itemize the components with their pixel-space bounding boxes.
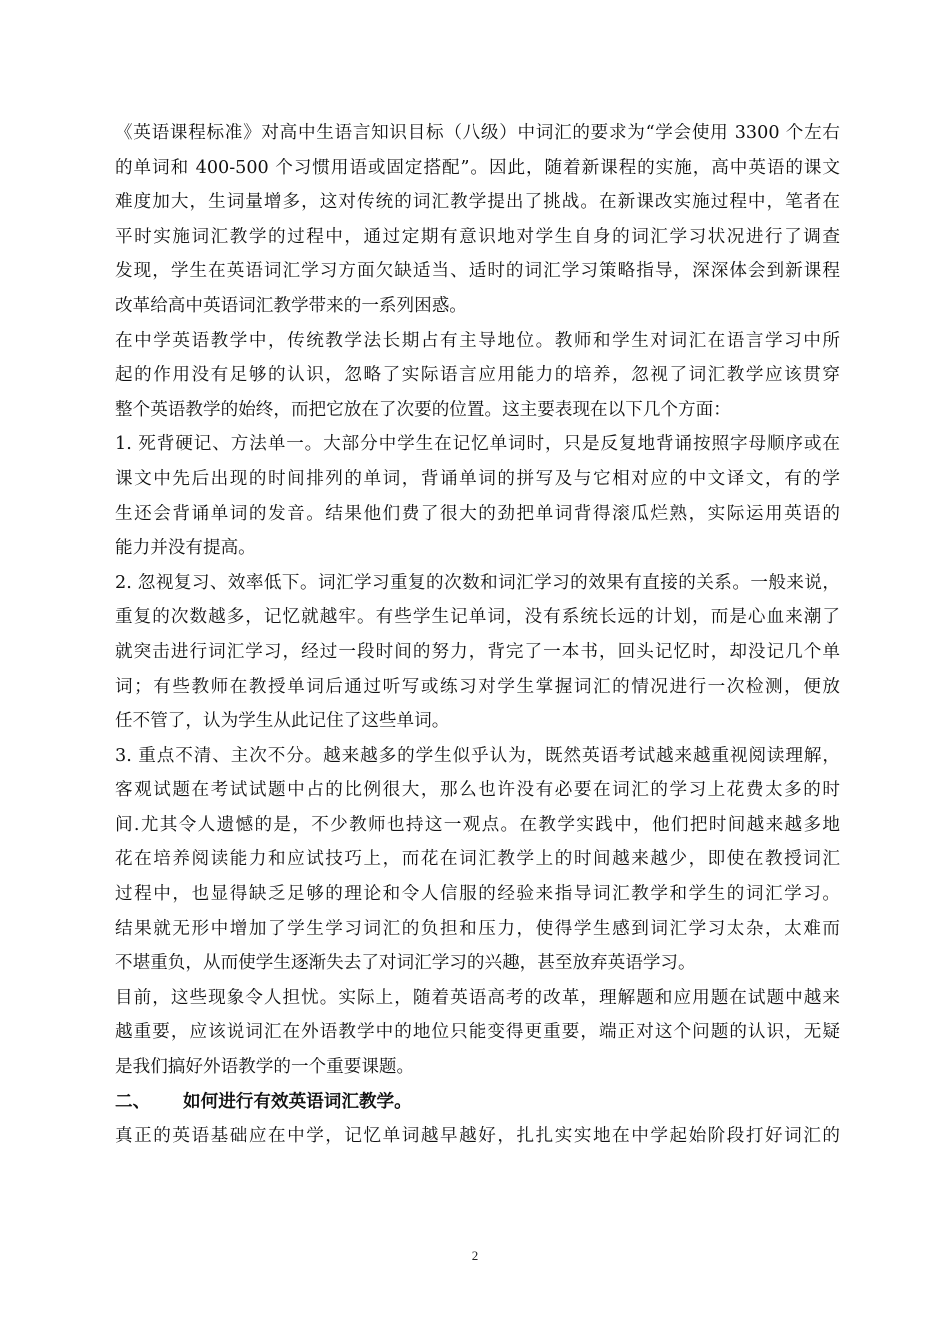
section-heading-title: 如何进行有效英语词汇教学。 (183, 1090, 412, 1112)
document-body (115, 116, 840, 1154)
text-line: 难度加大，生词量增多，这对传统的词汇教学提出了挑战。在新课改实施过程中，笔者在 (115, 192, 840, 213)
text-line: 发现，学生在英语词汇学习方面欠缺适当、适时的词汇学习策略指导，深深体会到新课程 (115, 261, 840, 282)
text-line: 不堪重负，从而使学生逐渐失去了对词汇学习的兴趣，甚至放弃英语学习。 (115, 953, 696, 974)
text-line: 2. 忽视复习、效率低下。词汇学习重复的次数和词汇学习的效果有直接的关系。一般来说， (115, 572, 840, 593)
text-line: 平时实施词汇教学的过程中，通过定期有意识地对学生自身的词汇学习状况进行了调查 (115, 226, 840, 247)
text-line: 目前，这些现象令人担忧。实际上，随着英语高考的改革，理解题和应用题在试题中越来 (115, 987, 840, 1008)
text-line: 3. 重点不清、主次不分。越来越多的学生似乎认为，既然英语考试越来越重视阅读理解， (115, 745, 840, 766)
text-line: 就突击进行词汇学习，经过一段时间的努力，背完了一本书，回头记忆时，却没记几个单 (115, 641, 840, 662)
text-line: 是我们搞好外语教学的一个重要课题。 (115, 1057, 415, 1078)
text-line: 1. 死背硬记、方法单一。大部分中学生在记忆单词时，只是反复地背诵按照字母顺序或在 (115, 434, 840, 455)
text-line: 花在培养阅读能力和应试技巧上，而花在词汇教学上的时间越来越少，即使在教授词汇 (115, 849, 840, 870)
text-line: 改革给高中英语词汇教学带来的一系列困惑。 (115, 295, 467, 316)
text-line: 能力并没有提高。 (115, 538, 256, 559)
text-line: 结果就无形中增加了学生学习词汇的负担和压力，使得学生感到词汇学习太杂，太难而 (115, 918, 840, 939)
text-line: 客观试题在考试试题中占的比例很大，那么也许没有必要在词汇的学习上花费太多的时 (115, 780, 840, 801)
text-line: 生还会背诵单词的发音。结果他们费了很大的劲把单词背得滚瓜烂熟，实际运用英语的 (115, 503, 840, 524)
text-line: 越重要，应该说词汇在外语教学中的地位只能变得更重要，端正对这个问题的认识，无疑 (115, 1022, 840, 1043)
section-heading (115, 1085, 840, 1120)
text-line: 在中学英语教学中，传统教学法长期占有主导地位。教师和学生对词汇在语言学习中所 (115, 330, 840, 351)
text-line: 《英语课程标准》对高中生语言知识目标（八级）中词汇的要求为“学会使用 3300 个左右 (115, 123, 840, 143)
page-number: 2 (471, 1248, 479, 1263)
text-line: 任不管了，认为学生从此记住了这些单词。 (115, 711, 450, 732)
text-line: 重复的次数越多，记忆就越牢。有些学生记单词，没有系统长远的计划，而是心血来潮了 (115, 607, 840, 628)
text-line: 间.尤其令人遗憾的是，不少教师也持这一观点。在教学实践中，他们把时间越来越多地 (115, 814, 840, 835)
text-line: 过程中，也显得缺乏足够的理论和令人信服的经验来指导词汇教学和学生的词汇学习。 (115, 884, 840, 905)
text-line: 真正的英语基础应在中学，记忆单词越早越好，扎扎实实地在中学起始阶段打好词汇的 (115, 1126, 840, 1147)
text-line: 起的作用没有足够的认识，忽略了实际语言应用能力的培养，忽视了词汇教学应该贯穿 (115, 365, 840, 386)
section-heading-number: 二、 (115, 1090, 151, 1112)
text-line: 课文中先后出现的时间排列的单词，背诵单词的拼写及与它相对应的中文译文，有的学 (115, 468, 840, 489)
text-line: 的单词和 400-500 个习惯用语或固定搭配”。因此，随着新课程的实施，高中英语的课文 (115, 157, 840, 178)
text-line: 词；有些教师在教授单词后通过听写或练习对学生掌握词汇的情况进行一次检测，便放 (115, 676, 840, 697)
text-line: 整个英语教学的始终，而把它放在了次要的位置。这主要表现在以下几个方面： (115, 399, 731, 420)
